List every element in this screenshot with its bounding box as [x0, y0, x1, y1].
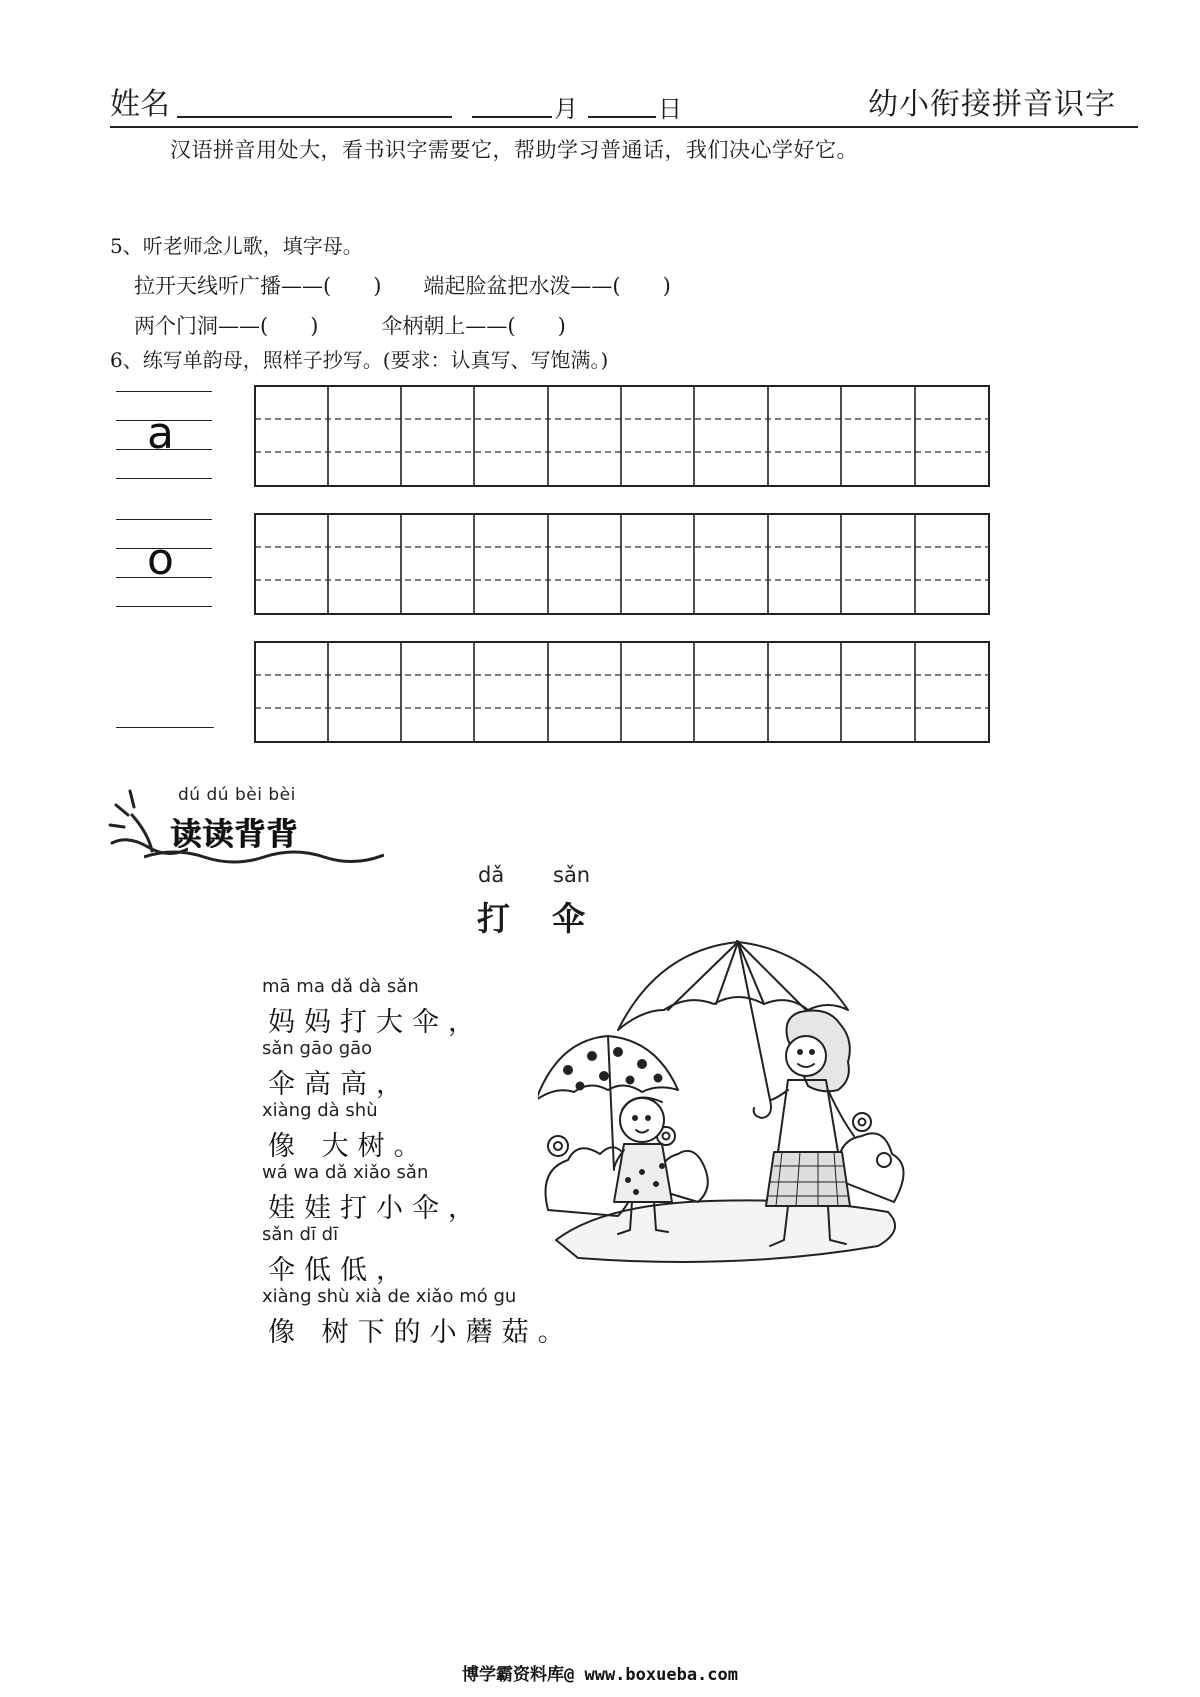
poem-line-1-pinyin: mā ma dǎ dà sǎn	[262, 976, 419, 997]
poem-line-4-text: 娃娃打小伞，	[268, 1193, 484, 1224]
header-rule	[110, 126, 1138, 128]
guide-line	[116, 727, 214, 728]
section-title: 读读背背	[170, 817, 298, 853]
day-field-line[interactable]	[588, 116, 656, 118]
poem-line-6-text: 像 树下的小蘑菇。	[268, 1317, 574, 1348]
guide-line	[116, 606, 212, 607]
guide-line	[116, 478, 212, 479]
wave-decoration-icon	[144, 847, 384, 867]
q6-title: 6、练写单韵母，照样子抄写。(要求：认真写、写饱满。)	[110, 348, 609, 372]
poem-line-3-pinyin: xiàng dà shù	[262, 1100, 378, 1121]
sample-letter-a: a	[147, 408, 174, 459]
poem-title-char-2: 伞	[552, 899, 585, 938]
poem-line-5-text: 伞低低，	[268, 1255, 412, 1286]
footer-watermark: 博学霸资料库@ www.boxueba.com	[462, 1665, 738, 1685]
poem-title-pinyin-2: sǎn	[553, 863, 591, 887]
q5-line-1: 拉开天线听广播——( ) 端起脸盆把水泼——( )	[134, 274, 671, 298]
month-field-line[interactable]	[472, 116, 552, 118]
motto-text: 汉语拼音用处大，看书识字需要它，帮助学习普通话，我们决心学好它。	[170, 138, 858, 162]
poem-title-char-1: 打	[477, 899, 510, 938]
poem-line-4-pinyin: wá wa dǎ xiǎo sǎn	[262, 1162, 429, 1183]
name-field-line[interactable]	[177, 116, 452, 118]
subject-title: 幼小衔接拼音识字	[868, 87, 1116, 122]
poem-line-5-pinyin: sǎn dī dī	[262, 1224, 339, 1245]
writing-grid-row-3[interactable]	[254, 641, 990, 743]
writing-grid-row-1[interactable]	[254, 385, 990, 487]
guide-line	[116, 391, 212, 392]
q5-title: 5、听老师念儿歌，填字母。	[110, 234, 363, 258]
q5-line-2: 两个门洞——( ) 伞柄朝上——( )	[134, 314, 566, 338]
umbrella-illustration	[538, 940, 918, 1300]
writing-grid-row-2[interactable]	[254, 513, 990, 615]
guide-line	[116, 519, 212, 520]
sample-letter-o: o	[147, 534, 174, 585]
poem-title-pinyin-1: dǎ	[478, 863, 505, 887]
day-label: 日	[658, 95, 682, 123]
poem-line-2-pinyin: sǎn gāo gāo	[262, 1038, 373, 1059]
poem-line-6-pinyin: xiàng shù xià de xiǎo mó gu	[262, 1286, 517, 1307]
poem-line-1-text: 妈妈打大伞，	[268, 1007, 484, 1038]
poem-line-2-text: 伞高高，	[268, 1069, 412, 1100]
poem-line-3-text: 像 大树。	[268, 1131, 430, 1162]
section-pinyin: dú dú bèi bèi	[178, 785, 296, 805]
name-label: 姓名	[110, 87, 170, 122]
month-label: 月	[554, 95, 578, 123]
